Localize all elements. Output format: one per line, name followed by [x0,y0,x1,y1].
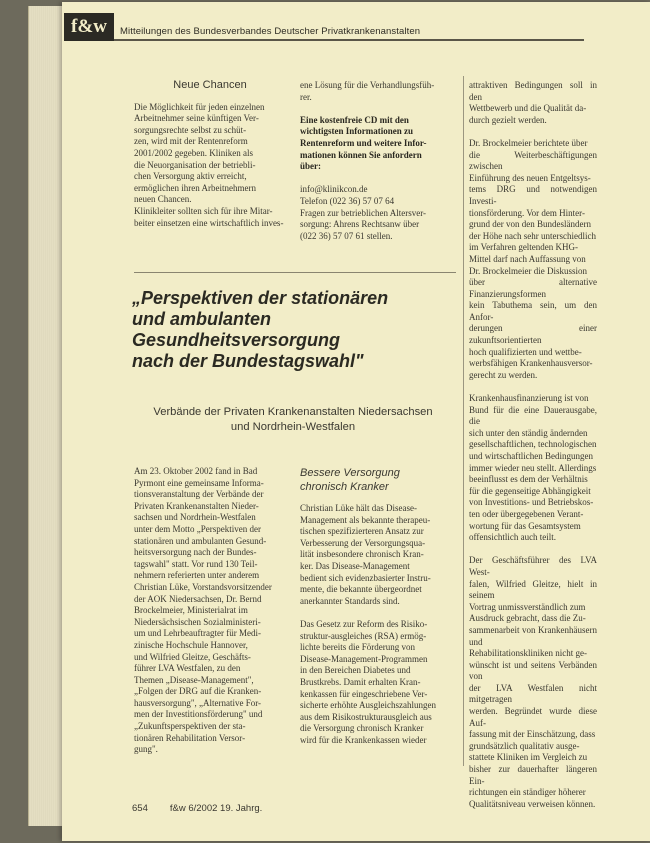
text-line: stattete Kliniken im Vergleich zu [469,752,588,763]
article-headline [132,288,472,372]
text-line: und Wilfried Gleitze, Geschäfts- [134,651,251,662]
text-line: Ausdruck gebracht, dass die Zu- [469,613,586,624]
text-line: immer wieder neu stellt. Allerdings [469,462,597,473]
text-line: Christian Lüke, Vorstandsvorsitzender [134,581,272,592]
text-line: neuen Chancen. [134,194,192,205]
column-divider [463,76,464,766]
text-line: gesellschaftlichen, technologischen [469,439,597,450]
text-line: Dr. Brockelmeier die Diskussion [469,265,587,276]
text-line: in den Bereichen Diabetes und [300,665,411,676]
column-text [469,80,597,126]
fw-logo: f&w [64,13,114,41]
text-line: info@klinikcon.de [300,184,368,195]
section-heading-bessere-versorgung [300,466,455,494]
page-number: 654 [132,803,148,814]
text-line: kenkassen für eingeschriebene Ver- [300,688,428,699]
text-line: „Zukunftsperspektiven der sta- [134,721,246,732]
text-line: wünscht ist und seitens Verbänden von [469,659,597,682]
text-line: Mittel darf nach Auffassung von [469,253,586,264]
text-line: tems DRG und notwendigen Investi- [469,184,597,206]
text-line: Qualitätsniveau verweisen können. [469,798,596,809]
column-text [134,102,286,230]
text-line: aus dem Risikostrukturausgleich aus [300,711,432,722]
text-line: tionären Rehabilitation Versor- [134,732,246,743]
text-line: sicherte erhöhte Ausgleichszahlungen [300,700,436,711]
text-line: anerkannter Standards sind. [300,595,400,606]
text-line: ermöglichen ihren Arbeitnehmern [134,182,256,193]
text-line: ten oder übergegebenen Verant- [469,508,584,519]
text-line: chronisch Kranker [300,481,389,493]
text-line: werden. Begründet wurde diese Auf- [469,706,597,728]
text-line: um und Lehrbeauftragter für Medi- [134,628,261,639]
text-line: Pyrmont eine gemeinsame Informa- [134,477,264,488]
page-header [64,13,584,41]
text-line: Christian Lüke hält das Disease- [300,503,417,513]
text-line: die Versorgung chronisch Kranker [300,723,424,734]
text-line: hausversorgung", „Alternative For- [134,697,262,708]
text-line: mente, die bekannte übergeordnet [300,584,422,595]
text-line: von Investitions- und Betriebskos- [469,497,594,508]
column-right [469,80,597,810]
text-line: tionsförderung. Vor dem Hinter- [469,207,585,218]
text-line: Am 23. Oktober 2002 fand in Bad [134,466,258,476]
text-line: Krankenhausfinanzierung ist von [469,393,589,404]
text-line: sorgung: Ahrens Rechtsanw über [300,219,420,230]
text-line: der LVA Westfalen nicht mitgetragen [469,682,597,705]
text-line: Die Möglichkeit für jeden einzelnen [134,101,265,112]
text-line: Einführung des neuen Entgeltsys- [469,172,591,183]
text-line: heitsversorgung nach der Bundes- [134,547,257,558]
text-line: Disease-Management-Programmen [300,653,428,664]
text-line: wird für die Krankenkassen wieder [300,734,427,745]
text-line: sorgungsrechte selbst zu schüt- [134,124,247,135]
text-line: „Perspektiven der stationären [132,288,389,308]
text-line: wortung für das Gesamtsystem [469,520,581,531]
article-subtitle [132,405,454,435]
text-line: Gesundheitsversorgung [132,330,341,350]
text-line: für die gegenseitige Abhängigkeit [469,485,591,496]
text-line: sachsen und Nordrhein-Westfalen [134,512,256,523]
column-text [300,503,455,607]
text-line: Arbeitnehmer seine künftigen Ver- [134,113,259,124]
text-line: und wirtschaftlichen Bedingungen [469,451,593,461]
text-line: lität insbesondere chronisch Kran- [300,549,424,560]
text-line: offensichtlich auch teilt. [469,532,557,543]
text-line: beiter einsetzen eine wirtschaftlich inves- [134,217,284,228]
text-line: über: [300,161,321,172]
text-line: tischen spezifizierteren Ansatz zur [300,526,424,537]
text-line: tagswahl" statt. Vor rund 130 Teil- [134,558,258,569]
text-line: stationären und ambulanten Gesund- [134,535,267,546]
text-line: ene Lösung für die Verhandlungsfüh- [300,80,435,90]
text-line: Bessere Versorgung [300,467,400,479]
text-line: tionsveranstaltung der Verbände der [134,489,264,500]
text-line: durch gezielt werden. [469,114,547,125]
text-line: Klinikleiter sollten sich für ihre Mitar- [134,205,273,216]
text-line: grund der von den Bundesländern [469,219,591,230]
header-rule [114,13,584,41]
text-line: Bund für die eine Dauerausgabe, die [469,404,597,427]
text-line: hoch qualifizierten und wettbe- [469,346,582,357]
text-line: (022 36) 57 07 61 stellen. [300,230,393,241]
text-line: nach der Bundestagswahl" [132,351,364,371]
text-line: Vortrag unmissverständlich zum [469,601,586,612]
text-line: Niedersächsischen Sozialministeri- [134,616,261,627]
text-line: gerecht zu werden. [469,369,538,380]
page-footer [132,803,462,814]
column-text [134,466,286,756]
section-divider [134,272,456,273]
text-line: „Folgen der DRG auf die Kranken- [134,686,262,697]
text-line: werbsfähigen Krankenhausversor- [469,358,593,369]
text-line: struktur-ausgleiches (RSA) ermög- [300,630,427,641]
text-line: und ambulanten [132,309,271,329]
column-text [469,138,597,381]
text-line: lichte bereits die Förderung von [300,642,415,653]
text-line: Telefon (022 36) 57 07 64 [300,195,395,206]
text-line: über alternative Finanzierungsformen [469,277,597,299]
text-line: die Weiterbeschäftigungen zwischen [469,149,597,172]
column-text [469,393,597,544]
text-line: sich unter den ständig ändernden [469,427,588,438]
column-text [300,80,455,103]
text-line: Das Gesetz zur Reform des Risiko- [300,618,428,629]
text-line: zinische Hochschule Hannover, [134,639,248,650]
text-line: kein Tabuthema sein, um den Anfor- [469,300,597,322]
column-cd-info [300,80,455,242]
text-line: men der Investitionsförderung" und [134,709,263,720]
section-heading-neue-chancen: Neue Chancen [173,79,247,91]
text-line: ker. Das Disease-Management [300,560,410,571]
text-line: grundsätzlich qualitativ ausge- [469,740,580,751]
header-title: Mitteilungen des Bundesverbandes Deutscher Privatkrankenanstalten [120,26,421,37]
column-text [300,619,455,747]
text-line: Rentenreform und weitere Infor- [300,137,427,148]
text-line: gung". [134,744,158,755]
text-line: chen Versorgung aktiv erreicht, [134,171,247,182]
text-line: und Nordrhein-Westfalen [230,421,356,433]
text-line: bedient sich evidenzbasierter Instru- [300,572,431,583]
cd-offer-text [300,115,455,173]
text-line: Dr. Brockelmeier berichtete über [469,137,588,148]
issue-info: f&w 6/2002 19. Jahrg. [169,803,263,814]
text-line: Eine kostenfreie CD mit den [300,114,409,125]
contact-text [300,184,455,242]
text-line: Brustkrebs. Damit erhalten Kran- [300,676,421,687]
text-line: Brockelmeier, Ministerialrat im [134,605,248,616]
text-line: der AOK Niedersachsen, Dr. Bernd [134,593,262,604]
text-line: bisher zur dauerhafter längeren Ein- [469,764,597,786]
text-line: Der Geschäftsführer des LVA West- [469,555,597,577]
text-line: führer LVA Westfalen, zu den [134,663,241,674]
text-line: mationen können Sie anfordern [300,149,422,160]
text-line: 2001/2002 gegeben. Kliniken als [134,147,253,158]
text-line: falen, Wilfried Gleitze, hielt in seinem [469,578,597,601]
text-line: Verbände der Privaten Krankenanstalten Niedersachsen [153,406,433,418]
text-line: Rehabilitationskliniken nicht ge- [469,648,587,659]
text-line: im Verfahren geltenden KHG- [469,242,579,253]
text-line: Privaten Krankenanstalten Nieder- [134,500,259,511]
text-line: die Neuorganisation der betriebli- [134,159,256,170]
text-line: beeinflusst es dem der Verhältnis [469,474,588,485]
text-line: Verbesserung der Versorgungsqua- [300,537,426,548]
text-line: zen, wird mit der Rentenreform [134,136,248,147]
text-line: Wettbewerb und die Qualität da- [469,103,587,114]
text-line: sammenarbeit von Krankenhäusern und [469,624,597,647]
text-line: richtungen ein ständiger höherer [469,787,586,798]
text-line: Themen „Disease-Management", [134,674,254,685]
column-text [469,555,597,810]
text-line: der Höhe nach sehr unterschiedlich [469,230,596,241]
text-line: rer. [300,91,312,102]
column-intro [134,466,286,756]
text-line: nehmern referierten unter anderem [134,570,260,581]
text-line: Management als bekannte therapeu- [300,514,431,525]
text-line: derungen einer zukunftsorientierten [469,323,597,346]
column-disease-management [300,466,455,746]
text-line: fassung mit der Einschätzung, dass [469,729,596,740]
column-neue-chancen [134,76,286,229]
text-line: attraktiven Bedingungen soll in den [469,80,597,102]
text-line: unter dem Motto „Perspektiven der [134,523,261,534]
text-line: wichtigsten Informationen zu [300,126,413,137]
text-line: Fragen zur betrieblichen Altersver- [300,207,427,218]
